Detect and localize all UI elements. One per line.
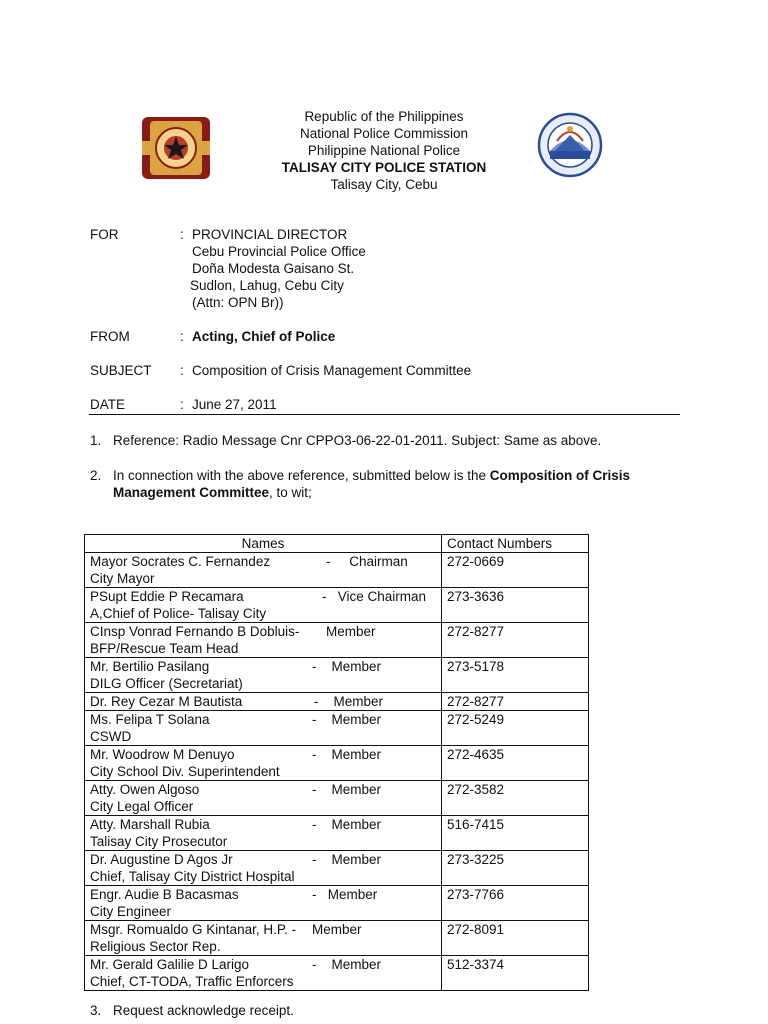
- member-contact-number: 273-5178: [442, 658, 589, 693]
- paragraph-2-text: [113, 467, 658, 501]
- member-name-cell: [85, 851, 442, 886]
- table-row: [85, 711, 589, 746]
- member-role: - Member: [312, 957, 382, 972]
- paragraph-1-text: Reference: Radio Message Cnr CPPO3-06-22-01-2011. Subject: Same as above.: [113, 433, 602, 448]
- paragraph-2-number: 2.: [90, 468, 102, 483]
- member-name: PSupt Eddie P Recamara: [90, 589, 244, 604]
- letterhead-station: TALISAY CITY POLICE STATION: [281, 160, 487, 175]
- paragraph-1-number: 1.: [90, 433, 102, 448]
- member-office: City School Div. Superintendent: [90, 764, 280, 779]
- member-contact-number: 512-3374: [442, 956, 589, 991]
- for-line-4: Sudlon, Lahug, Cebu City: [190, 278, 344, 293]
- member-role: Member: [312, 922, 362, 937]
- member-role: - Member: [312, 887, 378, 902]
- table-row: [85, 588, 589, 623]
- paragraph-2-pre: In connection with the above reference, submitted below is the: [113, 468, 490, 483]
- member-role: - Member: [312, 782, 382, 797]
- member-contact-number: 273-7766: [442, 886, 589, 921]
- member-name-cell: [85, 956, 442, 991]
- table-header-row: [85, 535, 589, 553]
- member-role: - Member: [314, 694, 384, 709]
- member-role: - Member: [312, 852, 382, 867]
- member-name-cell: [85, 553, 442, 588]
- member-name-cell: [85, 746, 442, 781]
- paragraph-3-text: Request acknowledge receipt.: [113, 1003, 294, 1018]
- member-contact-number: 272-0669: [442, 553, 589, 588]
- member-name-line: [90, 623, 436, 640]
- for-line-2: Cebu Provincial Police Office: [192, 244, 366, 259]
- member-name-line: [90, 956, 436, 973]
- member-role: - Member: [312, 659, 382, 674]
- member-name: Mayor Socrates C. Fernandez: [90, 554, 271, 569]
- member-name-line: [90, 851, 436, 868]
- from-value: Acting, Chief of Police: [192, 329, 336, 344]
- table-row: [85, 851, 589, 886]
- member-role: - Member: [312, 712, 382, 727]
- member-name-line: [90, 553, 436, 570]
- pnp-seal-icon: [140, 115, 212, 181]
- member-office: City Engineer: [90, 904, 172, 919]
- table-row: [85, 553, 589, 588]
- member-name: Mr. Woodrow M Denuyo: [90, 747, 235, 762]
- member-name-line: [90, 711, 436, 728]
- member-name-line: [90, 886, 436, 903]
- member-name-cell: [85, 658, 442, 693]
- member-office: BFP/Rescue Team Head: [90, 641, 239, 656]
- table-row: [85, 921, 589, 956]
- member-name: Dr. Rey Cezar M Bautista: [90, 694, 243, 709]
- subject-label: SUBJECT: [90, 363, 152, 378]
- table-row: [85, 658, 589, 693]
- member-contact-number: 516-7415: [442, 816, 589, 851]
- member-name-line: [90, 746, 436, 763]
- member-name-cell: [85, 693, 442, 711]
- committee-table: [84, 534, 589, 991]
- member-name-line: [90, 816, 436, 833]
- subject-colon: :: [180, 363, 184, 378]
- member-name-cell: [85, 623, 442, 658]
- table-row: [85, 956, 589, 991]
- member-name: Dr. Augustine D Agos Jr: [90, 852, 233, 867]
- member-office: Chief, CT-TODA, Traffic Enforcers: [90, 974, 294, 989]
- table-row: [85, 693, 589, 711]
- for-line-1: PROVINCIAL DIRECTOR: [192, 227, 348, 242]
- member-name-cell: [85, 711, 442, 746]
- member-name: Atty. Marshall Rubia: [90, 817, 210, 832]
- member-contact-number: 272-3582: [442, 781, 589, 816]
- member-name-cell: [85, 921, 442, 956]
- member-office: DILG Officer (Secretariat): [90, 676, 243, 691]
- committee-table-body: [85, 553, 589, 991]
- member-name-cell: [85, 781, 442, 816]
- city-of-talisay-seal-icon: [537, 111, 603, 181]
- member-name: Atty. Owen Algoso: [90, 782, 200, 797]
- from-colon: :: [180, 329, 184, 344]
- member-office: A,Chief of Police- Talisay City: [90, 606, 267, 621]
- member-contact-number: 272-4635: [442, 746, 589, 781]
- names-column-header: Names: [85, 535, 442, 553]
- letterhead-napolcom: National Police Commission: [299, 126, 469, 141]
- for-line-3: Doña Modesta Gaisano St.: [192, 261, 355, 276]
- member-contact-number: 273-3225: [442, 851, 589, 886]
- table-row: [85, 781, 589, 816]
- table-row: [85, 816, 589, 851]
- member-name-line: [90, 658, 436, 675]
- member-name: Mr. Gerald Galilie D Larigo: [90, 957, 250, 972]
- member-name-cell: [85, 588, 442, 623]
- letterhead: [234, 108, 534, 193]
- for-label: FOR: [90, 227, 119, 242]
- member-contact-number: 273-3636: [442, 588, 589, 623]
- member-contact-number: 272-8091: [442, 921, 589, 956]
- member-role: - Chairman: [326, 554, 408, 569]
- paragraph-2-bold: Composition of Crisis Management Committee: [113, 468, 630, 500]
- paragraph-3-number: 3.: [90, 1003, 102, 1018]
- member-office: Chief, Talisay City District Hospital: [90, 869, 295, 884]
- table-row: [85, 746, 589, 781]
- table-row: [85, 886, 589, 921]
- member-office: City Mayor: [90, 571, 155, 586]
- member-name-line: [90, 781, 436, 798]
- contact-column-header: Contact Numbers: [442, 535, 589, 553]
- date-label: DATE: [90, 397, 126, 412]
- member-name: Msgr. Romualdo G Kintanar, H.P. -: [90, 922, 297, 937]
- member-role: - Vice Chairman: [322, 589, 427, 604]
- for-colon: :: [180, 227, 184, 242]
- member-contact-number: 272-8277: [442, 693, 589, 711]
- member-role: Member: [326, 624, 376, 639]
- member-name-line: [90, 693, 436, 710]
- letterhead-city: Talisay City, Cebu: [330, 177, 438, 192]
- member-name-line: [90, 921, 436, 938]
- member-name: Ms. Felipa T Solana: [90, 712, 210, 727]
- subject-value: Composition of Crisis Management Committee: [192, 363, 472, 378]
- header-divider: [89, 414, 680, 415]
- member-office: Talisay City Prosecutor: [90, 834, 228, 849]
- from-label: FROM: [90, 329, 130, 344]
- member-contact-number: 272-5249: [442, 711, 589, 746]
- member-name: Engr. Audie B Bacasmas: [90, 887, 239, 902]
- member-name: Mr. Bertilio Pasilang: [90, 659, 210, 674]
- member-name-cell: [85, 886, 442, 921]
- for-line-5: (Attn: OPN Br)): [192, 295, 284, 310]
- member-role: - Member: [312, 747, 382, 762]
- member-role: - Member: [312, 817, 382, 832]
- table-row: [85, 623, 589, 658]
- member-name: CInsp Vonrad Fernando B Dobluis-: [90, 624, 300, 639]
- member-office: City Legal Officer: [90, 799, 194, 814]
- member-name-line: [90, 588, 436, 605]
- date-value: June 27, 2011: [192, 397, 277, 412]
- letterhead-pnp: Philippine National Police: [307, 143, 461, 158]
- member-office: Religious Sector Rep.: [90, 939, 221, 954]
- member-name-cell: [85, 816, 442, 851]
- paragraph-2-post: , to wit;: [269, 485, 312, 500]
- letterhead-republic: Republic of the Philippines: [304, 109, 464, 124]
- date-colon: :: [180, 397, 184, 412]
- member-contact-number: 272-8277: [442, 623, 589, 658]
- member-office: CSWD: [90, 729, 132, 744]
